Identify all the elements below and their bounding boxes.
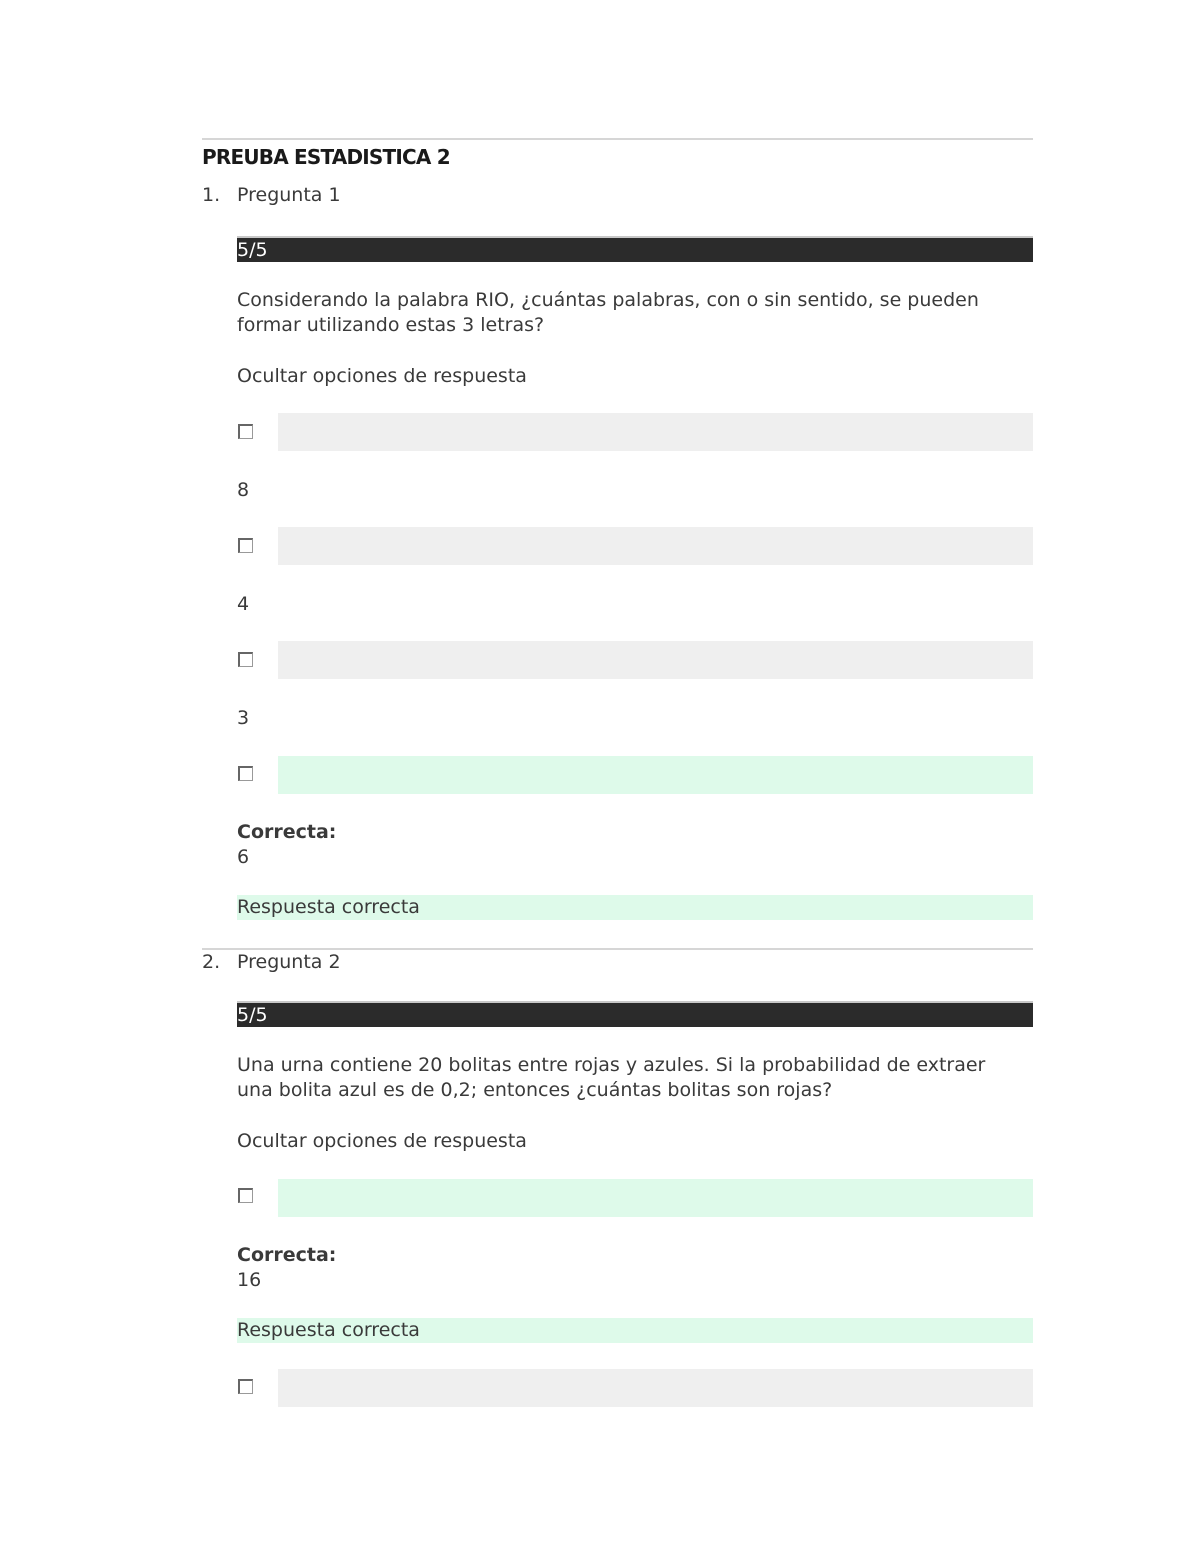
- question-1-hide-options-link[interactable]: Ocultar opciones de respuesta: [237, 365, 527, 387]
- question-2-option-1-checkbox[interactable]: [238, 1188, 253, 1203]
- top-divider: [202, 138, 1033, 140]
- question-1-number: 1.: [202, 184, 221, 206]
- question-1-feedback: Respuesta correcta: [237, 895, 1033, 920]
- question-divider: [202, 948, 1033, 950]
- question-1-score-bar: 5/5: [237, 236, 1033, 262]
- question-2-text: Una urna contiene 20 bolitas entre rojas y azules. Si la probabilidad de extraer una bolita azul es de 0,2; entonces ¿cuántas bolitas son rojas?: [237, 1054, 986, 1101]
- question-1-option-3-checkbox[interactable]: [238, 652, 253, 667]
- question-1-option-3-row: [278, 641, 1033, 679]
- question-1-option-1-label: 8: [237, 479, 250, 501]
- question-2-heading: Pregunta 2: [237, 951, 341, 973]
- question-1-option-2-row: [278, 527, 1033, 565]
- document-title: PREUBA ESTADISTICA 2: [202, 145, 450, 169]
- question-2-hide-options-link[interactable]: Ocultar opciones de respuesta: [237, 1130, 527, 1152]
- question-1-correct-option-row: [278, 756, 1033, 794]
- question-1-correct-value: 6: [237, 846, 250, 868]
- question-2-number: 2.: [202, 951, 221, 973]
- question-2-option-2-row: [278, 1369, 1033, 1407]
- question-1-option-1-row: [278, 413, 1033, 451]
- question-2-score-bar: 5/5: [237, 1001, 1033, 1027]
- question-2-correct-value: 16: [237, 1269, 262, 1291]
- question-2-feedback: Respuesta correcta: [237, 1318, 1033, 1343]
- question-1-text: Considerando la palabra RIO, ¿cuántas palabras, con o sin sentido, se pueden formar utilizando estas 3 letras?: [237, 289, 979, 336]
- question-1-heading: Pregunta 1: [237, 184, 341, 206]
- question-1-option-2-checkbox[interactable]: [238, 538, 253, 553]
- question-1-option-1-checkbox[interactable]: [238, 424, 253, 439]
- question-2-option-2-checkbox[interactable]: [238, 1379, 253, 1394]
- question-1-option-2-label: 4: [237, 593, 250, 615]
- question-1-correct-label: Correcta:: [237, 821, 337, 843]
- question-2-correct-option-row: [278, 1179, 1033, 1217]
- question-1-option-3-label: 3: [237, 707, 250, 729]
- question-1-option-4-checkbox[interactable]: [238, 766, 253, 781]
- question-2-correct-label: Correcta:: [237, 1244, 337, 1266]
